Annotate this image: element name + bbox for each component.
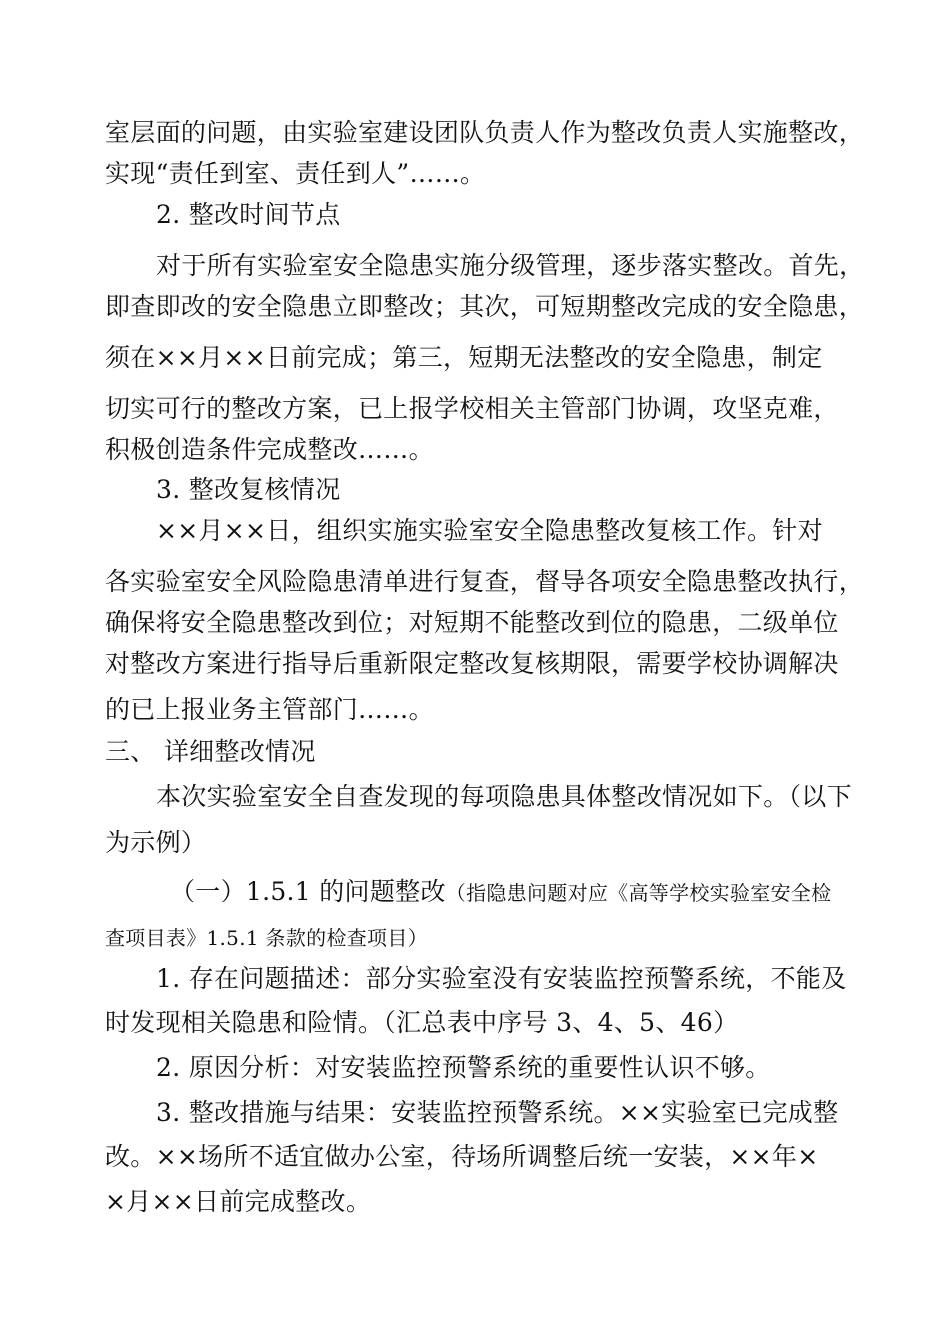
subsection-note: （指隐患问题对应《高等学校实验室安全检 [445,881,832,905]
paragraph-line: 实现“责任到室、责任到人”……。 [105,159,486,188]
paragraph-line: ×月××日前完成整改。 [105,1187,372,1216]
chapter-heading: 三、 详细整改情况 [105,737,316,766]
subsection-heading [170,879,850,904]
paragraph-line: 3. 整改措施与结果：安装监控预警系统。××实验室已完成整 [156,1098,839,1127]
paragraph-line: 为示例） [105,828,207,857]
paragraph-line: 切实可行的整改方案，已上报学校相关主管部门协调，攻坚克难， [105,394,839,423]
section-heading: 3. 整改复核情况 [156,475,341,504]
paragraph-line: 1. 存在问题描述：部分实验室没有安装监控预警系统，不能及 [156,964,847,993]
paragraph-line: 改。××场所不适宜做办公室，待场所调整后统一安装，××年× [105,1142,819,1171]
paragraph-line: 时发现相关隐患和险情。（汇总表中序号 3、4、5、46） [105,1008,739,1037]
paragraph-line: 对于所有实验室安全隐患实施分级管理，逐步落实整改。首先， [156,251,865,280]
paragraph-line: 确保将安全隐患整改到位；对短期不能整改到位的隐患，二级单位 [105,608,839,637]
subsection-note-continued: 查项目表》1.5.1 条款的检查项目） [105,926,428,950]
paragraph-line: 须在××月××日前完成；第三，短期无法整改的安全隐患，制定 [105,343,823,372]
paragraph-line: 积极创造条件完成整改……。 [105,435,434,464]
paragraph-line: 各实验室安全风险隐患清单进行复查，督导各项安全隐患整改执行， [105,567,865,596]
paragraph-line: 本次实验室安全自查发现的每项隐患具体整改情况如下。（以下 [156,782,852,811]
section-heading: 2. 整改时间节点 [156,200,341,229]
paragraph-line: 的已上报业务主管部门……。 [105,695,434,724]
paragraph-line: 室层面的问题，由实验室建设团队负责人作为整改负责人实施整改， [105,118,865,147]
subsection-title: （一）1.5.1 的问题整改 [170,877,446,906]
paragraph-line: 即查即改的安全隐患立即整改；其次，可短期整改完成的安全隐患， [105,292,865,321]
paragraph-line: 对整改方案进行指导后重新限定整改复核期限，需要学校协调解决 [105,649,839,678]
paragraph-line: ××月××日，组织实施实验室安全隐患整改复核工作。针对 [156,516,823,545]
paragraph-line: 2. 原因分析：对安装监控预警系统的重要性认识不够。 [156,1053,771,1082]
